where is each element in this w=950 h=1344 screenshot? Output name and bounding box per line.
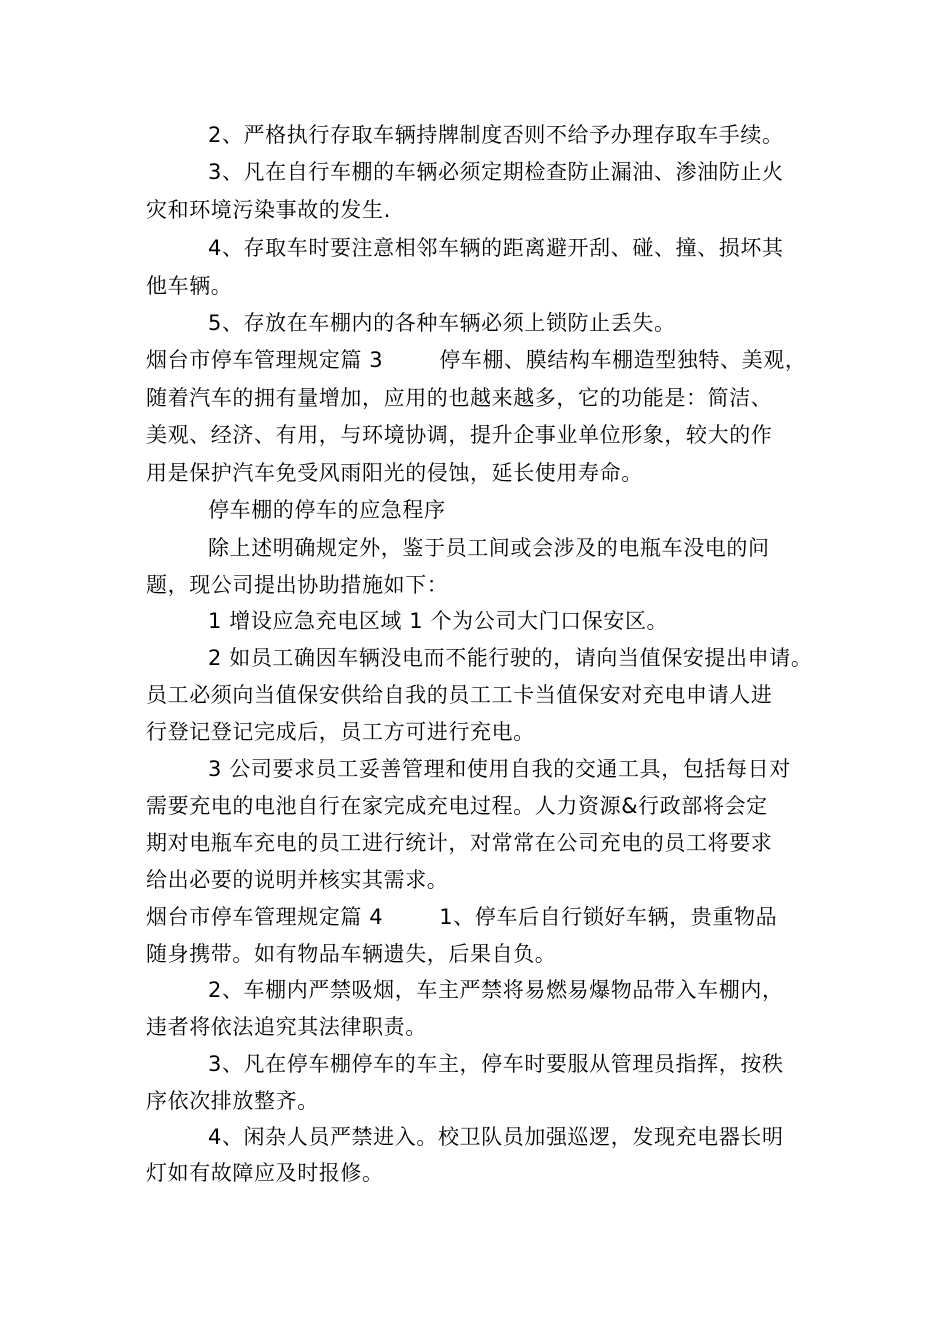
section-heading: 烟台市停车管理规定篇 4 (146, 905, 384, 929)
section-heading: 烟台市停车管理规定篇 3 (146, 348, 384, 372)
paragraph-line: 员工必须向当值保安供给自我的员工工卡当值保安对充电申请人进 (146, 683, 773, 707)
paragraph-line: 违者将依法追究其法律职责。 (146, 1015, 427, 1039)
subheading-line: 停车棚的停车的应急程序 (208, 498, 446, 522)
paragraph-line: 行登记登记完成后，员工方可进行充电。 (146, 720, 535, 744)
paragraph-line: 2 如员工确因车辆没电而不能行驶的，请向当值保安提出申请。 (208, 646, 813, 670)
paragraph-line: 用是保护汽车免受风雨阳光的侵蚀，延长使用寿命。 (146, 461, 643, 485)
paragraph-line: 5、存放在车棚内的各种车辆必须上锁防止丢失。 (208, 311, 676, 335)
paragraph-line: 3、凡在停车棚停车的车主，停车时要服从管理员指挥，按秩 (208, 1052, 784, 1076)
paragraph-line: 题，现公司提出协助措施如下： (146, 573, 449, 597)
section-heading-line (146, 345, 806, 375)
section-heading-line (146, 902, 777, 932)
paragraph-line: 除上述明确规定外，鉴于员工间或会涉及的电瓶车没电的问 (208, 536, 770, 560)
paragraph-line: 美观、经济、有用，与环境协调，提升企事业单位形象，较大的作 (146, 423, 773, 447)
paragraph-line: 灯如有故障应及时报修。 (146, 1161, 384, 1185)
paragraph-line: 序依次排放整齐。 (146, 1089, 319, 1113)
paragraph-line: 需要充电的电池自行在家完成充电过程。人力资源&行政部将会定 (146, 794, 768, 818)
paragraph-line: 给出必要的说明并核实其需求。 (146, 868, 449, 892)
paragraph-line: 2、车棚内严禁吸烟，车主严禁将易燃易爆物品带入车棚内， (208, 978, 784, 1002)
paragraph-text: 停车棚、膜结构车棚造型独特、美观， (439, 348, 807, 372)
paragraph-line: 3、凡在自行车棚的车辆必须定期检查防止漏油、渗油防止火 (208, 160, 784, 184)
paragraph-line: 期对电瓶车充电的员工进行统计，对常常在公司充电的员工将要求 (146, 831, 773, 855)
paragraph-line: 3 公司要求员工妥善管理和使用自我的交通工具，包括每日对 (208, 757, 791, 781)
paragraph-line: 他车辆。 (146, 274, 233, 298)
paragraph-line: 灾和环境污染事故的发生. (146, 198, 391, 222)
paragraph-line: 随身携带。如有物品车辆遗失，后果自负。 (146, 942, 557, 966)
paragraph-line: 1 增设应急充电区域 1 个为公司大门口保安区。 (208, 609, 669, 633)
paragraph-line: 4、闲杂人员严禁进入。校卫队员加强巡逻，发现充电器长明 (208, 1125, 784, 1149)
paragraph-line: 随着汽车的拥有量增加，应用的也越来越多，它的功能是：简洁、 (146, 386, 773, 410)
paragraph-line: 2、严格执行存取车辆持牌制度否则不给予办理存取车手续。 (208, 123, 784, 147)
paragraph-text: 1、停车后自行锁好车辆，贵重物品 (439, 905, 778, 929)
paragraph-line: 4、存取车时要注意相邻车辆的距离避开刮、碰、撞、损坏其 (208, 236, 784, 260)
